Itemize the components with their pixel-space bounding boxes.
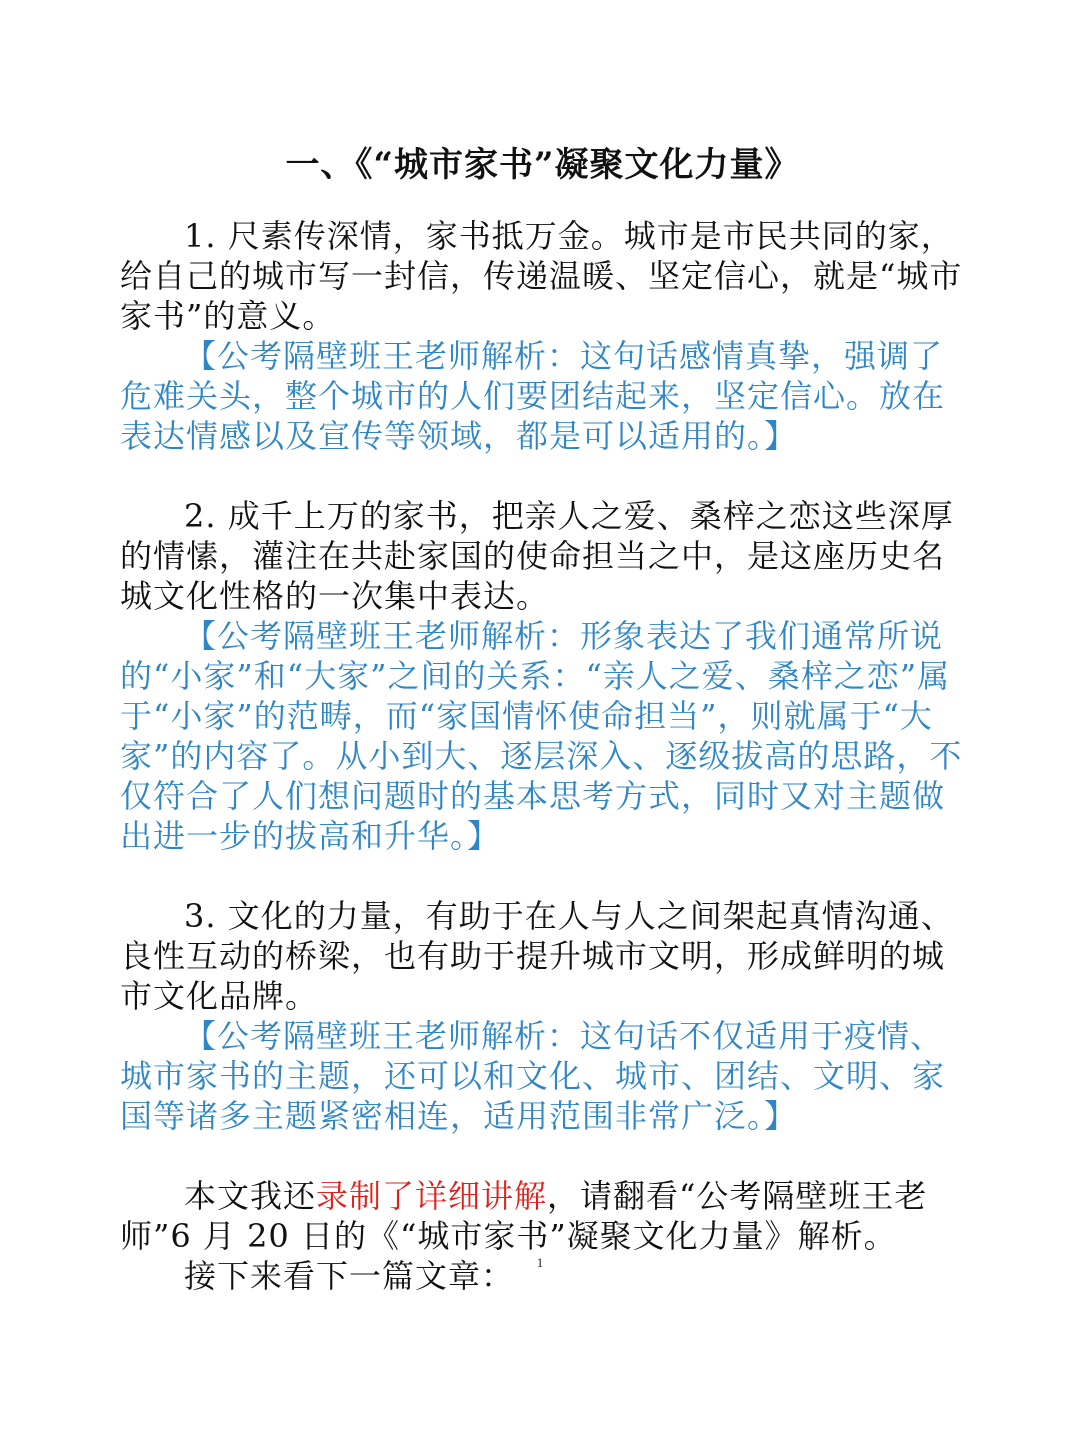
- section-1-text: 1. 尺素传深情，家书抵万金。城市是市民共同的家，给自己的城市写一封信，传递温暖、坚定信心，就是“城市家书”的意义。: [120, 217, 963, 335]
- section-1: [120, 216, 965, 456]
- section-3-analysis: 【公考隔壁班王老师解析：这句话不仅适用于疫情、城市家书的主题，还可以和文化、城市、团结、文明、家国等诸多主题紧密相连，适用范围非常广泛。】: [120, 1017, 946, 1135]
- closing-after: ，请翻看“公考隔壁班王老师”6 月 20 日的《“城市家书”凝聚文化力量》解析。: [120, 1177, 928, 1255]
- closing-next: 接下来看下一篇文章：: [184, 1257, 515, 1295]
- section-3: [120, 896, 965, 1136]
- closing-highlight: 录制了详细讲解: [316, 1177, 548, 1215]
- closing-block: [120, 1176, 965, 1296]
- document-title: 一、《“城市家书”凝聚文化力量》: [285, 145, 800, 185]
- section-3-text: 3. 文化的力量，有助于在人与人之间架起真情沟通、良性互动的桥梁，也有助于提升城市文明，形成鲜明的城市文化品牌。: [120, 897, 954, 1015]
- section-2: [120, 496, 965, 856]
- closing-before: 本文我还: [184, 1177, 317, 1215]
- page-number: 1: [536, 1255, 544, 1270]
- section-1-analysis: 【公考隔壁班王老师解析：这句话感情真挚，强调了危难关头，整个城市的人们要团结起来，坚定信心。放在表达情感以及宣传等领域，都是可以适用的。】: [120, 337, 946, 455]
- closing-paragraph: [120, 1176, 965, 1256]
- section-2-text: 2. 成千上万的家书，把亲人之爱、桑梓之恋这些深厚的情愫，灌注在共赴家国的使命担当之中，是这座历史名城文化性格的一次集中表达。: [120, 497, 954, 615]
- document-page: [120, 140, 965, 1296]
- section-2-analysis: 【公考隔壁班王老师解析：形象表达了我们通常所说的“小家”和“大家”之间的关系：“亲人之爱、桑梓之恋”属于“小家”的范畴，而“家国情怀使命担当”，则就属于“大家”的内容了。从小到大、逐层深入、逐级拔高的思路，不仅符合了人们想问题时的基本思考方式，同时又对主题做出进一步的拔高和升华。】: [120, 617, 963, 855]
